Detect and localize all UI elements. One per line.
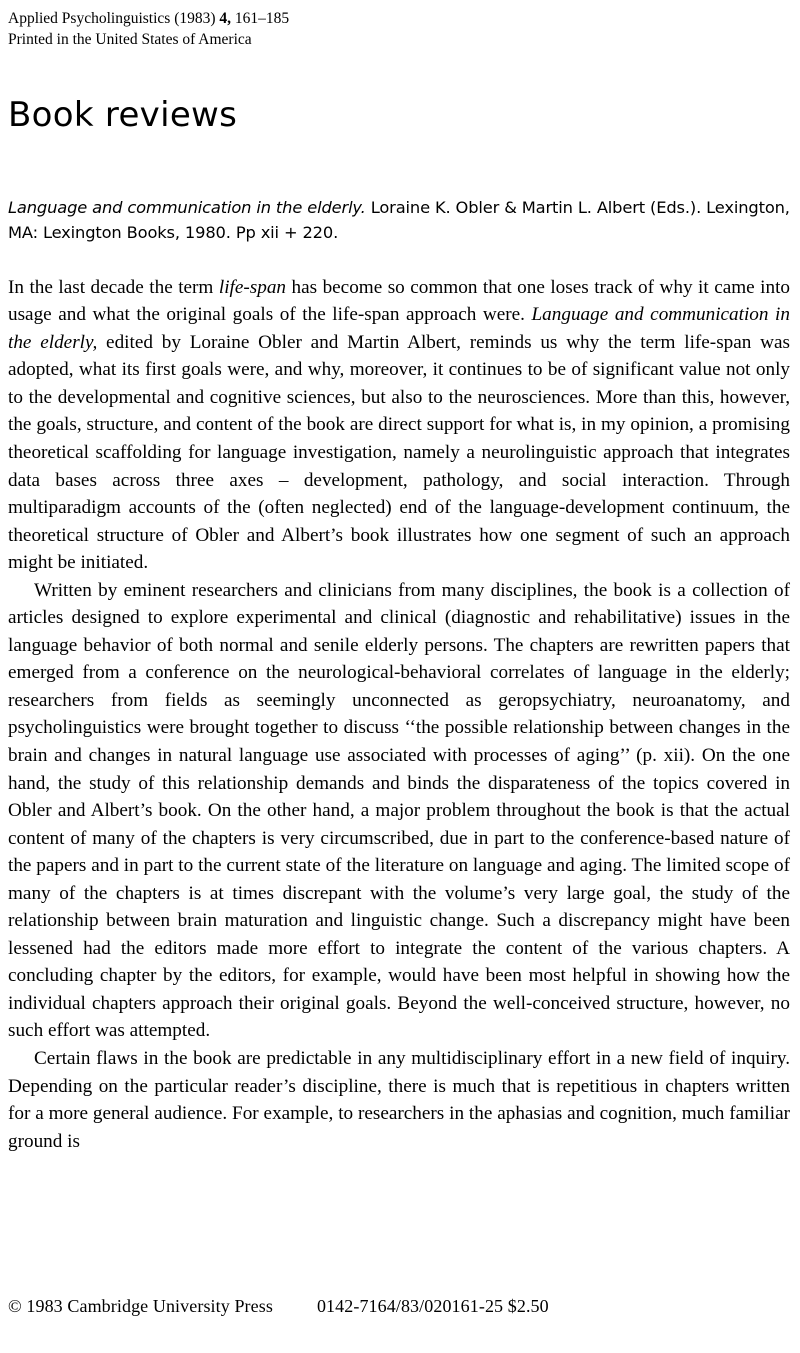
review-paragraph-2: Written by eminent researchers and clinicians from many disciplines, the book is a collection of articles designed to explore experimental and clinical (diagnostic and rehabilitative) issues in the language behavior of both normal and senile elderly persons. The chapters are rewritten papers that emerged from a conference on the neurological-behavioral correlates of language in the elderly; researchers from fields as seemingly unconnected as geropsychiatry, neuroanatomy, and psycholinguistics were brought together to discuss ‘‘the possible relationship between changes in the brain and changes in natural language use associated with processes of aging’’ (p. xii). On the one hand, the study of this relationship demands and binds the disparateness of the topics covered in Obler and Albert’s book. On the other hand, a major problem throughout the book is that the actual content of many of the chapters is very circumscribed, due in part to the conference-based nature of the papers and in part to the current state of the literature on language and aging. The limited scope of many of the chapters is at times discrepant with the volume’s very large goal, the study of the relationship between brain maturation and linguistic change. Such a discrepancy might have been lessened had the editors made more effort to integrate the content of the various chapters. A concluding chapter by the editors, for example, would have been most helpful in showing how the individual chapters approach their original goals. Beyond the well-conceived structure, however, no such effort was attempted. xyxy=(8,579,790,1042)
book-publication-details: Loraine K. Obler & Martin L. Albert (Eds.). Lexington, MA: Lexington Books, 1980. Pp xii + 220. xyxy=(8,198,790,242)
p1-italic-lifespan: life-span xyxy=(218,276,287,298)
p1-part-a: In the last decade the term xyxy=(8,276,219,298)
page-footer xyxy=(8,1296,792,1317)
p1-italic-booktitle: Language and communication in the elderly, xyxy=(8,304,790,353)
printed-in-line: Printed in the United States of America xyxy=(8,31,252,49)
running-head xyxy=(8,8,790,51)
volume-number: 4, xyxy=(219,10,232,27)
book-reference xyxy=(8,196,790,246)
copyright-notice: © 1983 Cambridge University Press xyxy=(8,1296,273,1316)
page-title: Book reviews xyxy=(8,94,238,135)
review-paragraph-3: Certain flaws in the book are predictable in any multidisciplinary effort in a new field of inquiry. Depending on the particular reader’s discipline, there is much that is repetitious in chapters written for a more general audience. For example, to researchers in the aphasias and cognition, much familiar ground is xyxy=(8,1047,790,1152)
page-content xyxy=(8,8,790,1155)
p1-part-b: has become so common that one loses track of why it came into usage and what the original goals of the life-span approach were. xyxy=(8,276,791,326)
p1-part-c: edited by Loraine Obler and Martin Albert, reminds us why the term life-span was adopted, what its first goals were, and why, moreover, it continues to be of significant value not only to the developmental and cognitive sciences, but also to the neurosciences. More than this, however, the goals, structure, and content of the book are direct support for what is, in my opinion, a promising theoretical scaffolding for language investigation, namely a neurolinguistic approach that integrates data bases across three axes – development, pathology, and social interaction. Through multiparadigm accounts of the (often neglected) end of the language-development continuum, the theoretical structure of Obler and Albert’s book illustrates how one segment of such an approach might be initiated. xyxy=(8,331,790,574)
journal-name-and-year: Applied Psycholinguistics (1983) xyxy=(8,10,220,27)
journal-citation-line xyxy=(8,8,790,29)
review-paragraph-1 xyxy=(8,274,790,577)
book-title: Language and communication in the elderly. xyxy=(8,198,366,218)
issn-code: 0142-7164/83/020161-25 $2.50 xyxy=(316,1296,549,1316)
page-range: 161–185 xyxy=(231,10,290,27)
